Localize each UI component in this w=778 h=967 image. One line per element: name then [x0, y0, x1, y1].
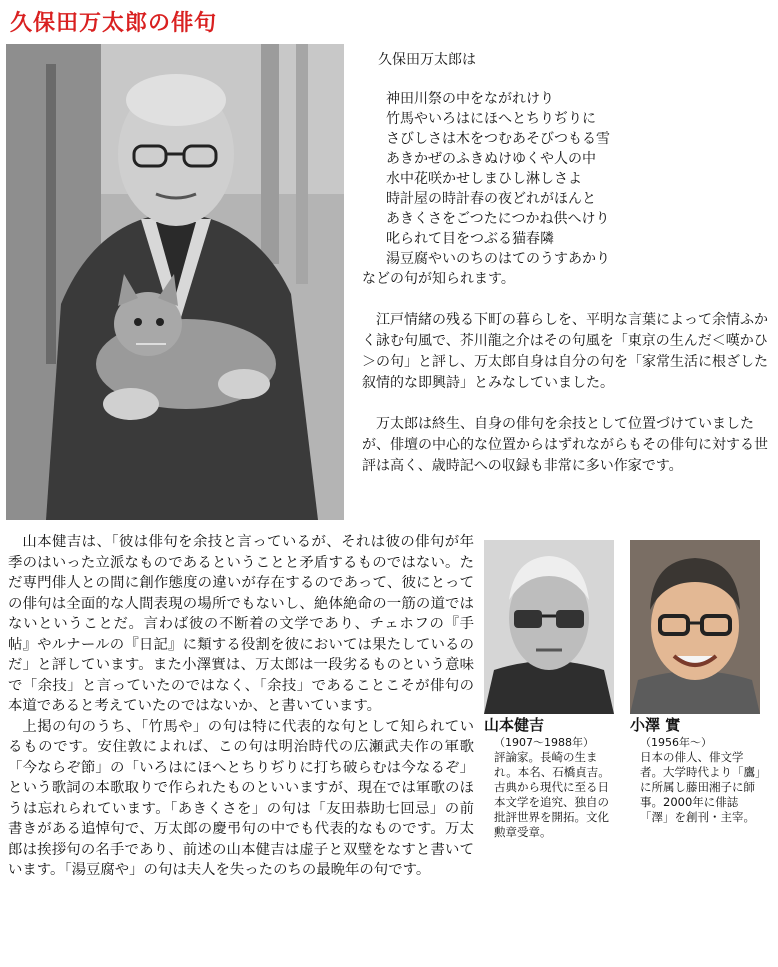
haiku-line: 湯豆腐やいのちのはてのうすあかり [386, 251, 610, 267]
yamamoto-name: 山本健吉 [484, 716, 545, 734]
haiku-intro: 久保田万太郎は [378, 52, 476, 68]
yamamoto-caption [484, 718, 618, 840]
left-column [8, 532, 474, 881]
haiku-line: あきかぜのふきぬけゆくや人の中 [386, 151, 596, 167]
haiku-list [362, 89, 772, 269]
haiku-line: さびしさは木をつむあそびつもる雪 [386, 131, 610, 147]
yamamoto-kenkichi-photo [484, 540, 614, 714]
ozawa-caption [630, 718, 764, 825]
yamamoto-years: （1907〜1988年） [494, 736, 594, 749]
haiku-line: 叱られて目をつぶる猫春隣 [386, 231, 554, 247]
ozawa-minoru-photo [630, 540, 760, 714]
haiku-outro: などの句が知られます。 [362, 271, 515, 287]
style-paragraph: 江戸情緒の残る下町の暮らしを、平明な言葉によって余情ふかく詠む句風で、芥川龍之介はその句風を「東京の生んだ＜嘆かひ＞の句」と評し、万太郎自身は自分の句を「家常生活に根ざした叙情的な即興詩」とみなしていました。 [362, 312, 768, 391]
haiku-line: あきくさをごつたにつかね供へけり [386, 211, 610, 227]
haiku-line: 時計屋の時計春の夜どれがほんと [386, 191, 596, 207]
yamamoto-ozawa-paragraph: 山本健吉は、「彼は俳句を余技と言っているが、それは彼の俳句が年季のはいった立派なものであるということと矛盾するものではない。ただ専門俳人との間に創作態度の違いが存在するのであって、彼にとっての俳句は全面的な人間表現の場所でもないし、絶体絶命の一筋の道ではないということだ。言わば彼の不断着の文学であり、チェホフの『手帖』やルナールの『日記』に類する役割を彼においては果たしているのだ」と評しています。また小澤實は、万太郎は一段劣るものという意味で「余技」と言っていたのではなく、「余技」であることこそが俳句の本道であると考えていたのではないか、と書いています。 [8, 534, 474, 714]
reputation-paragraph: 万太郎は終生、自身の俳句を余技として位置づけていましたが、俳壇の中心的な位置からはずれながらもその俳句に対する世評は高く、歳時記への収録も非常に多い作家です。 [362, 416, 768, 474]
haiku-commentary-paragraph: 上掲の句のうち、「竹馬や」の句は特に代表的な句として知られているものです。安住敦によれば、この句は明治時代の広瀬武夫作の軍歌「今ならぞ節」の「いろはにほへとちりぢりに打ち破らむは今なるぞ」という歌詞の本歌取りで作られたものといいますが、現在では軍歌のほうは忘れられています。「あきくさを」の句は「友田恭助七回忌」の前書きがある追悼句で、万太郎の慶弔句の中でも代表的なものです。万太郎は挨拶句の名手であり、前述の山本健吉は虚子と双璧をなすと書いています。「湯豆腐や」の句は夫人を失ったのちの最晩年の句です。 [8, 718, 474, 878]
ozawa-name: 小澤 實 [630, 716, 681, 734]
right-column [362, 50, 772, 477]
haiku-line: 神田川祭の中をながれけり [386, 91, 554, 107]
haiku-line: 水中花咲かせしまひし淋しさよ [386, 171, 582, 187]
yamamoto-description: 評論家。長崎の生まれ。本名、石橋貞吉。古典から現代に至る日本文学を追究、独自の批評世界を開拓。文化勲章受章。 [494, 750, 610, 839]
haiku-line: 竹馬やいろはにほへとちりぢりに [386, 111, 596, 127]
kubota-mantaro-photo [6, 44, 344, 520]
ozawa-years: （1956年〜） [640, 736, 712, 749]
page-title: 久保田万太郎の俳句 [10, 11, 218, 36]
ozawa-description: 日本の俳人、俳文学者。大学時代より「鷹」に所属し藤田湘子に師事。2000年に俳誌「澤」を創刊・主宰。 [640, 750, 761, 824]
